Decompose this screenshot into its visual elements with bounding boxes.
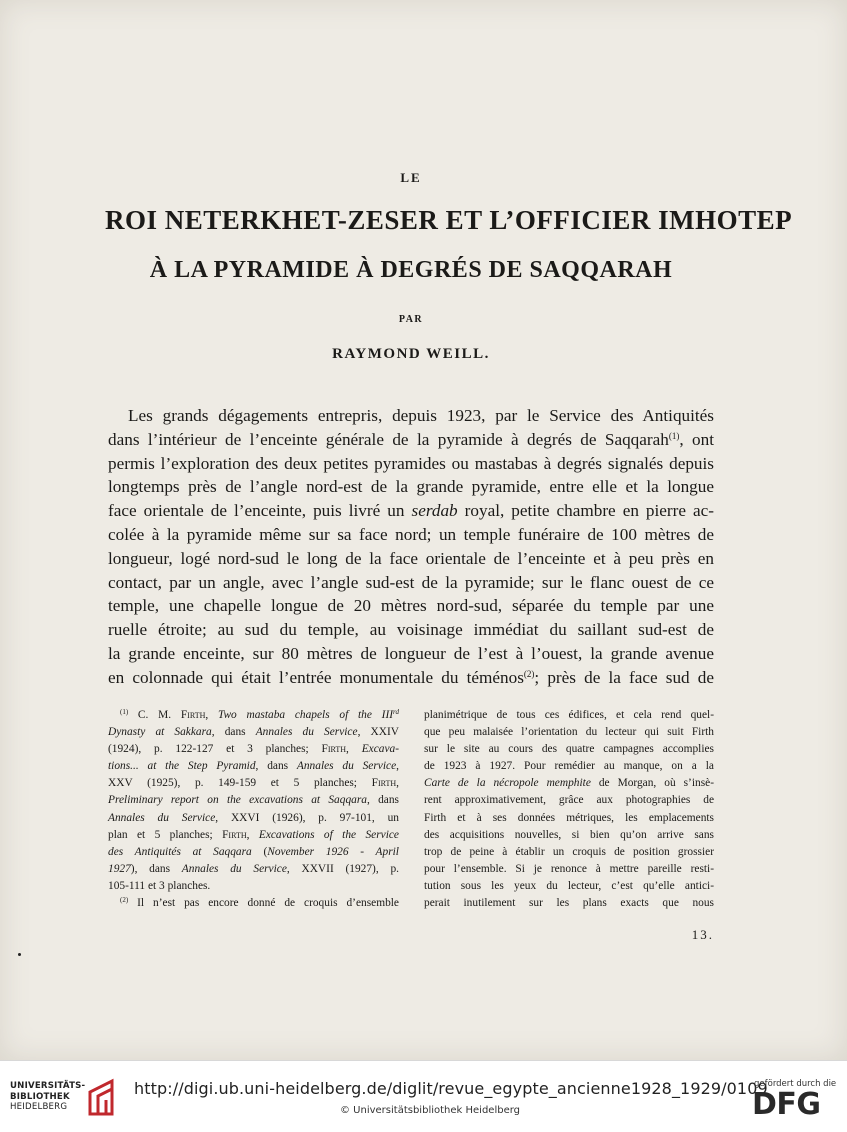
footnote-line: plan et 5 planches; Firth, Excavations of the Service (108, 828, 399, 841)
footnote-line: $^{(2)}$ Il n’est pas encore donné de croquis d’ensemble (120, 896, 399, 910)
permalink-url[interactable]: http://digi.ub.uni-heidelberg.de/diglit/revue_egypte_ancienne1928_1929/0109 (134, 1079, 768, 1098)
body-line: colée à la pyramide même sur sa face nord; un temple funéraire de 100 mètres de (108, 524, 714, 544)
footnote-line: Annales du Service, XXVI (1926), p. 97-101, un (108, 811, 399, 824)
article-title-line2: À LA PYRAMIDE À DEGRÉS DE SAQQARAH (149, 257, 673, 283)
copyright-notice: © Universitätsbibliothek Heidelberg (340, 1105, 521, 1116)
footnote-line: de 1923 à 1927. Pour remédier au manque, on a la (424, 760, 714, 773)
footnote-line: que peu malaisée l’orientation du lecteur qui suit Firth (424, 726, 714, 739)
footnote-line: des Antiquités at Saqqara (November 1926 - April (108, 845, 399, 858)
library-logo-text[interactable]: UNIVERSITÄTS- BIBLIOTHEK HEIDELBERG (10, 1081, 86, 1112)
footnote-line: (1924), p. 122-127 et 3 planches; Firth, Excava- (108, 743, 399, 756)
ink-speck (18, 953, 21, 956)
footnote-line: trop de peine à établir un croquis de position grossier (424, 845, 714, 858)
body-line: permis l’exploration des deux petites pyramides ou mastabas à degrés signalés depuis (108, 453, 714, 473)
footnote-line: Preliminary report on the excavations at Saqqara, dans (108, 794, 399, 807)
footnote-line: perait inutilement sur les plans exacts que nous (424, 897, 714, 910)
body-line: contact, par un angle, avec l’angle sud-est de la pyramide; sur le flanc ouest de ce (108, 572, 714, 592)
footnote-line: tution sous les yeux du lecteur, c’est qu’elle antici- (424, 879, 714, 892)
viewer-footer (0, 1060, 847, 1132)
footnote-ref[interactable]: (1) (668, 430, 680, 441)
byline-par: PAR (398, 314, 424, 325)
library-logo-icon[interactable] (86, 1078, 118, 1116)
title-kicker: LE (400, 170, 422, 185)
body-line: longtemps près de l’angle nord-est de la grande pyramide, entre elle et la longue (108, 477, 714, 497)
author-name: RAYMOND WEILL. (332, 346, 490, 362)
page-number: 13. (691, 927, 714, 942)
footnote-line: Carte de la nécropole memphite de Morgan, où s’insè- (424, 777, 714, 790)
footnote-line: 105-111 et 3 planches. (108, 879, 211, 892)
footnote-line: XXV (1925), p. 149-159 et 5 planches; Firth, (108, 777, 399, 790)
footnote-line: pour l’ensemble. Si je renonce à mettre pareille resti- (424, 862, 714, 875)
body-line: dans l’intérieur de l’enceinte générale de la pyramide à degrés de Saqqarah$^{(1)}$, ont (108, 429, 714, 449)
body-line: Les grands dégagements entrepris, depuis 1923, par le Service des Antiquités (128, 406, 714, 425)
body-line: face orientale de l’enceinte, puis livré un serdab royal, petite chambre en pierre ac- (108, 501, 715, 521)
dfg-logo[interactable]: DFG (752, 1087, 821, 1122)
article-title-line1: ROI NETERKHET-ZESER ET L’OFFICIER IMHOTEP (105, 205, 793, 235)
body-line: temple, une chapelle longue de 20 mètres nord-sud, séparée du temple par une (108, 596, 714, 616)
footnote-line: tions... at the Step Pyramid, dans Annales du Service, (108, 760, 399, 773)
footnote-line: rent approximativement, grâce aux photographies de (424, 794, 714, 807)
body-line: ruelle étroite; au sud du temple, au voisinage immédiat du saillant sud-est de (108, 620, 714, 640)
body-paragraph (108, 404, 714, 690)
footnote-line: planimétrique de tous ces édifices, et cela rend quel- (424, 709, 714, 721)
footnotes-left-column (108, 707, 399, 912)
footnote-line: des acquisitions nouvelles, si bien qu’on arrive sans (424, 828, 714, 841)
body-line: en colonnade qui était l’entrée monumentale du téménos$^{(2)}$; près de la face sud de (108, 667, 715, 687)
footnote-line: 1927), dans Annales du Service, XXVII (1927), p. (108, 862, 399, 875)
footnote-line: Dynasty at Sakkara, dans Annales du Service, XXIV (108, 726, 399, 739)
footnote-line: $^{(1)}$ C. M. Firth, Two mastaba chapels of the IIIrd (120, 708, 399, 721)
footnote-line: sur le site au cours des quatre campagnes accomplies (424, 743, 714, 756)
funding-caption: gefördert durch die (754, 1079, 837, 1089)
footnote-line: Firth et à ses données métriques, les emplacements (424, 811, 714, 824)
footnote-ref[interactable]: (2) (523, 668, 535, 679)
body-line: longueur, logé nord-sud le long de la face orientale de l’enceinte et à peu près en (108, 548, 714, 568)
footnotes-right-column (424, 707, 714, 912)
body-line: la grande enceinte, sur 80 mètres de longueur de l’est à l’ouest, la grande avenue (108, 643, 714, 663)
